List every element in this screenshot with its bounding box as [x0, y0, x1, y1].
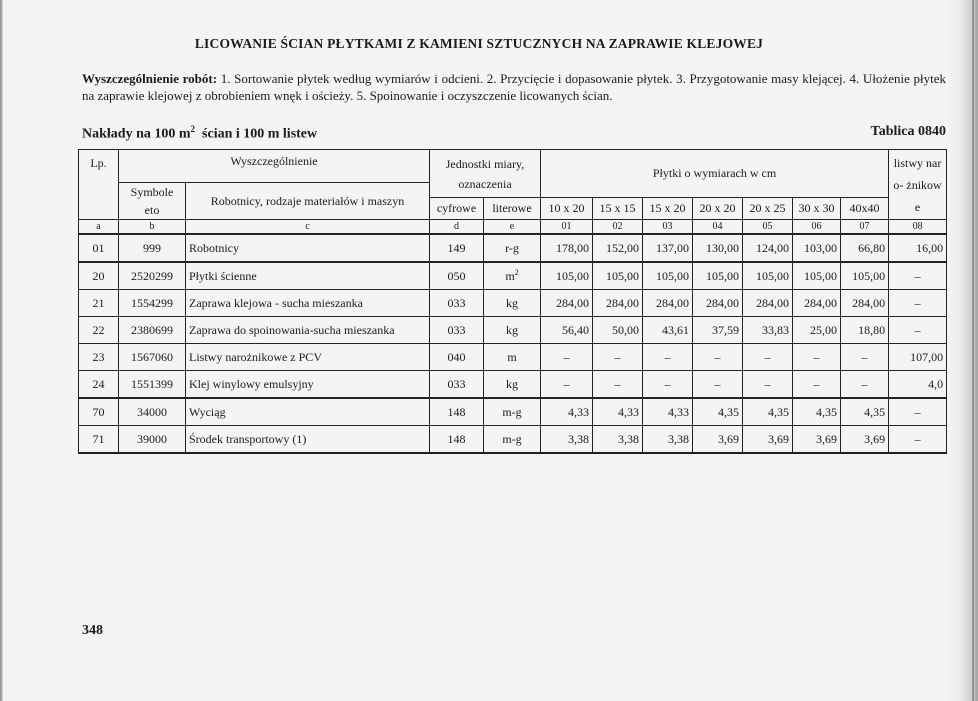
index-cell: 07: [841, 220, 889, 235]
row-unit-code: 148: [430, 398, 484, 426]
header-jednostki: Jednostki miary, oznaczenia: [430, 150, 541, 198]
work-description: [82, 70, 946, 104]
row-unit-code: 148: [430, 426, 484, 454]
index-cell: 06: [793, 220, 841, 235]
row-symbol: 1551399: [119, 371, 186, 399]
row-value: 107,00: [889, 344, 947, 371]
unit-text: r-g: [505, 240, 519, 255]
row-name: Zaprawa do spoinowania-sucha mieszanka: [186, 317, 430, 344]
row-value: 284,00: [793, 290, 841, 317]
row-name: Zaprawa klejowa - sucha mieszanka: [186, 290, 430, 317]
row-value: 50,00: [593, 317, 643, 344]
row-value: 4,35: [693, 398, 743, 426]
row-lp: 01: [79, 234, 119, 262]
row-value: –: [841, 344, 889, 371]
row-value: 284,00: [643, 290, 693, 317]
header-size: 20 x 20: [693, 198, 743, 220]
row-name: Listwy narożnikowe z PCV: [186, 344, 430, 371]
row-name: Środek transportowy (1): [186, 426, 430, 454]
row-value: 284,00: [593, 290, 643, 317]
index-cell: 05: [743, 220, 793, 235]
row-value: 152,00: [593, 234, 643, 262]
row-value: 105,00: [693, 262, 743, 290]
index-cell: a: [79, 220, 119, 235]
row-value: 4,35: [841, 398, 889, 426]
row-lp: 20: [79, 262, 119, 290]
row-value: 4,0: [889, 371, 947, 399]
header-size: 30 x 30: [793, 198, 841, 220]
row-value: 4,33: [541, 398, 593, 426]
table-row: [79, 234, 947, 262]
row-value: 4,33: [593, 398, 643, 426]
row-value: –: [593, 371, 643, 399]
row-value: 33,83: [743, 317, 793, 344]
row-value: –: [693, 371, 743, 399]
row-value: 16,00: [889, 234, 947, 262]
row-unit-symbol: [484, 398, 541, 426]
row-value: –: [793, 371, 841, 399]
row-unit-symbol: [484, 262, 541, 290]
table-row: [79, 262, 947, 290]
row-value: 124,00: [743, 234, 793, 262]
row-value: –: [889, 317, 947, 344]
row-value: 4,35: [793, 398, 841, 426]
row-value: –: [889, 398, 947, 426]
index-cell: 02: [593, 220, 643, 235]
index-cell: 04: [693, 220, 743, 235]
header-plytki: Płytki o wymiarach w cm: [541, 150, 889, 198]
row-lp: 21: [79, 290, 119, 317]
table-row: [79, 398, 947, 426]
row-name: Wyciąg: [186, 398, 430, 426]
row-unit-code: 033: [430, 371, 484, 399]
index-cell: 03: [643, 220, 693, 235]
index-cell: 01: [541, 220, 593, 235]
row-value: –: [889, 290, 947, 317]
row-value: 284,00: [693, 290, 743, 317]
unit-text: kg: [506, 322, 519, 337]
description-label: Wyszczególnienie robót:: [82, 71, 218, 86]
row-unit-symbol: [484, 426, 541, 454]
row-unit-code: 033: [430, 317, 484, 344]
row-lp: 70: [79, 398, 119, 426]
header-robotnicy: Robotnicy, rodzaje materiałów i maszyn: [186, 183, 430, 220]
row-value: 284,00: [743, 290, 793, 317]
row-value: –: [743, 371, 793, 399]
row-unit-symbol: [484, 234, 541, 262]
table-row: [79, 290, 947, 317]
row-value: 137,00: [643, 234, 693, 262]
row-value: –: [889, 262, 947, 290]
unit-sup: 2: [514, 268, 519, 277]
row-value: –: [841, 371, 889, 399]
header-literowe: literowe: [484, 198, 541, 220]
header-size: 40x40: [841, 198, 889, 220]
row-value: 4,33: [643, 398, 693, 426]
row-value: 284,00: [841, 290, 889, 317]
index-row: [79, 220, 947, 235]
row-value: 37,59: [693, 317, 743, 344]
row-value: 18,80: [841, 317, 889, 344]
description-text: 1. Sortowanie płytek według wymiarów i odcieni. 2. Przycięcie i dopasowanie płytek. 3. Przygotowanie masy klejącej. 4. Ułożenie płytek na zaprawie klejowej z obrobieniem wnęk i ościeży. 5. Spoinowanie i oczyszczenie licowanych ścian.: [82, 71, 947, 103]
row-symbol: 1567060: [119, 344, 186, 371]
index-cell: 08: [889, 220, 947, 235]
row-value: 178,00: [541, 234, 593, 262]
unit-text: kg: [506, 295, 519, 310]
row-value: 43,61: [643, 317, 693, 344]
naklady-sup: 2: [190, 124, 196, 134]
row-value: 105,00: [541, 262, 593, 290]
row-symbol: 39000: [119, 426, 186, 454]
row-unit-symbol: [484, 290, 541, 317]
table-row: [79, 426, 947, 454]
header-size: 20 x 25: [743, 198, 793, 220]
row-value: 4,35: [743, 398, 793, 426]
row-symbol: 999: [119, 234, 186, 262]
row-unit-symbol: [484, 344, 541, 371]
table-row: [79, 344, 947, 371]
naklady-prefix: Nakłady na 100 m: [82, 126, 191, 142]
row-unit-code: 033: [430, 290, 484, 317]
unit-text: m: [505, 269, 515, 283]
header-wyszczegolnienie: Wyszczególnienie: [119, 150, 430, 183]
row-value: 105,00: [793, 262, 841, 290]
row-value: 3,38: [643, 426, 693, 454]
row-symbol: 1554299: [119, 290, 186, 317]
row-value: 56,40: [541, 317, 593, 344]
row-name: Płytki ścienne: [186, 262, 430, 290]
scan-left-edge: [0, 0, 3, 701]
index-cell: b: [119, 220, 186, 235]
naklady-suffix: ścian i 100 m listew: [195, 126, 318, 142]
row-value: 105,00: [593, 262, 643, 290]
row-unit-code: 040: [430, 344, 484, 371]
unit-text: m-g: [502, 431, 522, 446]
row-value: 103,00: [793, 234, 841, 262]
header-size: 15 x 20: [643, 198, 693, 220]
row-symbol: 2520299: [119, 262, 186, 290]
row-value: –: [743, 344, 793, 371]
row-value: –: [693, 344, 743, 371]
row-value: 105,00: [643, 262, 693, 290]
index-cell: c: [186, 220, 430, 235]
row-value: 284,00: [541, 290, 593, 317]
row-value: –: [643, 371, 693, 399]
table-row: [79, 371, 947, 399]
row-value: 25,00: [793, 317, 841, 344]
row-value: 66,80: [841, 234, 889, 262]
row-value: 105,00: [743, 262, 793, 290]
row-unit-code: 050: [430, 262, 484, 290]
norms-table: [78, 149, 947, 454]
header-lp: Lp.: [79, 150, 119, 220]
scan-right-edge: [972, 0, 974, 701]
row-value: 105,00: [841, 262, 889, 290]
row-value: –: [793, 344, 841, 371]
row-unit-symbol: [484, 371, 541, 399]
header-size: 15 x 15: [593, 198, 643, 220]
unit-text: kg: [506, 376, 519, 391]
page-title: LICOWANIE ŚCIAN PŁYTKAMI Z KAMIENI SZTUCZNYCH NA ZAPRAWIE KLEJOWEJ: [194, 36, 764, 51]
row-name: Klej winylowy emulsyjny: [186, 371, 430, 399]
table-number: Tablica 0840: [870, 124, 946, 139]
row-value: 3,69: [793, 426, 841, 454]
page-number: 348: [82, 623, 103, 638]
row-value: 3,38: [593, 426, 643, 454]
row-value: 130,00: [693, 234, 743, 262]
row-lp: 71: [79, 426, 119, 454]
index-cell: d: [430, 220, 484, 235]
row-value: –: [593, 344, 643, 371]
row-value: –: [541, 371, 593, 399]
row-value: –: [889, 426, 947, 454]
row-lp: 22: [79, 317, 119, 344]
index-cell: e: [484, 220, 541, 235]
row-value: 3,69: [693, 426, 743, 454]
row-value: 3,38: [541, 426, 593, 454]
row-lp: 24: [79, 371, 119, 399]
row-value: 3,69: [841, 426, 889, 454]
header-listwy: listwy naro- żnikowe: [889, 150, 947, 220]
row-value: –: [541, 344, 593, 371]
row-value: –: [643, 344, 693, 371]
header-size: 10 x 20: [541, 198, 593, 220]
naklady-heading: [82, 124, 317, 143]
row-value: 3,69: [743, 426, 793, 454]
row-lp: 23: [79, 344, 119, 371]
unit-text: m: [507, 349, 517, 364]
header-symbole: Symbole eto: [119, 183, 186, 220]
unit-text: m-g: [502, 404, 522, 419]
row-unit-code: 149: [430, 234, 484, 262]
row-symbol: 34000: [119, 398, 186, 426]
row-unit-symbol: [484, 317, 541, 344]
row-symbol: 2380699: [119, 317, 186, 344]
table-row: [79, 317, 947, 344]
row-name: Robotnicy: [186, 234, 430, 262]
header-cyfrowe: cyfrowe: [430, 198, 484, 220]
